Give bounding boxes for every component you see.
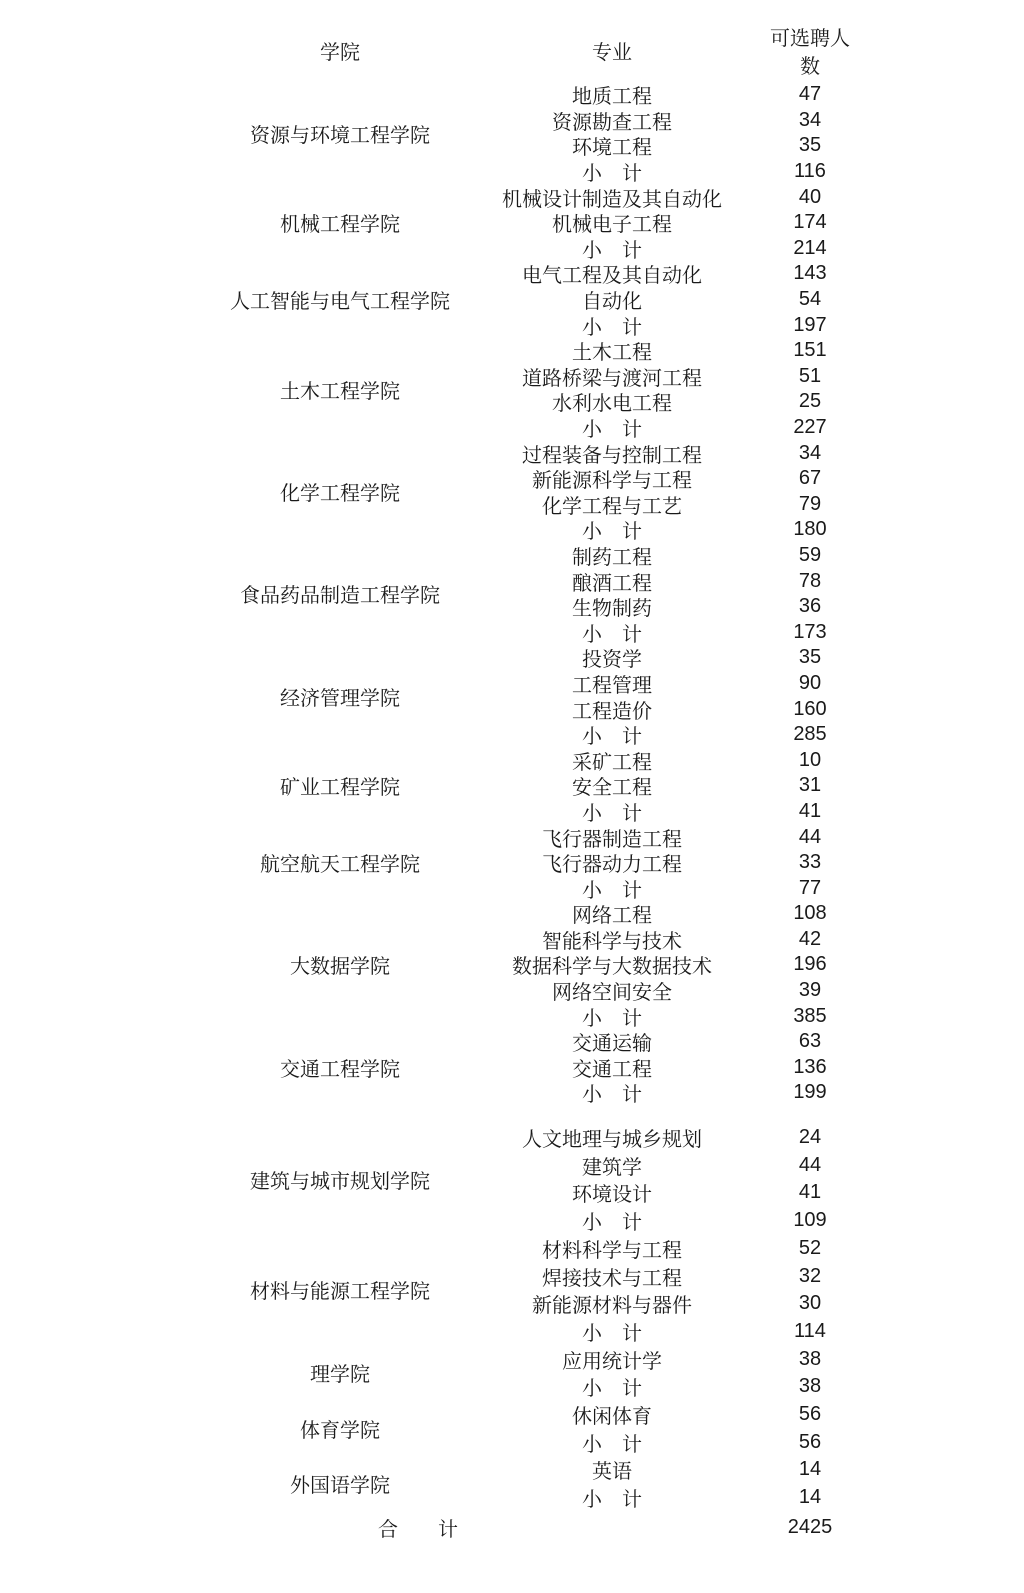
major-count: 108 xyxy=(793,902,827,925)
major-name: 飞行器制造工程 xyxy=(542,828,682,851)
major-count: 67 xyxy=(798,467,822,490)
major-count: 34 xyxy=(798,441,822,464)
major-name: 环境设计 xyxy=(572,1184,652,1207)
major-name: 过程装备与控制工程 xyxy=(522,444,702,467)
header-count: 可选聘人数 xyxy=(770,28,850,78)
total-value: 2425 xyxy=(787,1515,833,1538)
college-group xyxy=(0,1124,1024,1235)
subtotal-label: 小 计 xyxy=(582,802,642,825)
major-rows xyxy=(477,1235,856,1346)
major-count: 63 xyxy=(798,1030,822,1053)
subtotal-label: 小 计 xyxy=(582,1212,642,1235)
major-name: 水利水电工程 xyxy=(552,393,672,416)
subtotal-label: 小 计 xyxy=(582,521,642,544)
major-name: 交通工程 xyxy=(572,1058,652,1081)
subtotal-label: 小 计 xyxy=(582,726,642,749)
major-row xyxy=(477,671,856,697)
subtotal-row xyxy=(477,875,856,901)
major-name: 飞行器动力工程 xyxy=(542,854,682,877)
major-count: 36 xyxy=(798,595,822,618)
subtotal-label: 小 计 xyxy=(582,1084,642,1107)
major-name: 建筑学 xyxy=(582,1156,642,1179)
major-count: 24 xyxy=(798,1126,822,1149)
major-row xyxy=(477,210,856,236)
college-group xyxy=(0,824,1024,901)
subtotal-row xyxy=(477,415,856,441)
college-group xyxy=(0,543,1024,645)
college-name: 经济管理学院 xyxy=(280,687,400,710)
major-rows xyxy=(477,645,856,747)
major-name: 工程造价 xyxy=(572,700,652,723)
college-group xyxy=(0,184,1024,261)
major-name: 新能源科学与工程 xyxy=(532,470,692,493)
subtotal-row xyxy=(477,619,856,645)
college-group xyxy=(0,1029,1024,1106)
subtotal-label: 小 计 xyxy=(582,1378,642,1401)
major-name: 材料科学与工程 xyxy=(542,1239,682,1262)
major-name: 网络空间安全 xyxy=(552,982,672,1005)
college-group xyxy=(0,747,1024,824)
major-row xyxy=(477,645,856,671)
major-rows xyxy=(477,901,856,1029)
major-rows xyxy=(477,1029,856,1106)
college-name: 矿业工程学院 xyxy=(280,777,400,800)
major-rows xyxy=(477,1345,856,1400)
major-row xyxy=(477,1124,856,1152)
college-group xyxy=(0,338,1024,440)
major-name: 机械设计制造及其自动化 xyxy=(502,188,722,211)
subtotal-count: 56 xyxy=(798,1430,822,1453)
major-rows xyxy=(477,184,856,261)
subtotal-label: 小 计 xyxy=(582,1433,642,1456)
college-name: 材料与能源工程学院 xyxy=(250,1281,430,1304)
subtotal-row xyxy=(477,517,856,543)
major-row xyxy=(477,440,856,466)
major-name: 工程管理 xyxy=(572,674,652,697)
major-row xyxy=(477,1456,856,1484)
college-name: 化学工程学院 xyxy=(280,483,400,505)
major-count: 42 xyxy=(798,927,822,950)
major-row xyxy=(477,1055,856,1081)
major-row xyxy=(477,1345,856,1373)
major-count: 41 xyxy=(798,1181,822,1204)
major-row xyxy=(477,466,856,492)
subtotal-row xyxy=(477,1428,856,1456)
major-count: 44 xyxy=(798,1153,822,1176)
major-count: 35 xyxy=(798,134,822,157)
subtotal-count: 285 xyxy=(793,723,827,746)
major-rows xyxy=(477,82,856,184)
header-college: 学院 xyxy=(320,42,360,64)
college-group xyxy=(0,1235,1024,1346)
college-group xyxy=(0,901,1024,1029)
major-row xyxy=(477,978,856,1004)
major-row xyxy=(477,1029,856,1055)
subtotal-count: 385 xyxy=(793,1004,827,1027)
college-group xyxy=(0,1456,1024,1511)
subtotal-row xyxy=(477,159,856,185)
major-count: 79 xyxy=(798,492,822,515)
major-rows xyxy=(477,338,856,440)
major-row xyxy=(477,261,856,287)
major-row xyxy=(477,1290,856,1318)
major-rows xyxy=(477,1401,856,1456)
major-name: 制药工程 xyxy=(572,546,652,569)
major-count: 35 xyxy=(798,646,822,669)
major-row xyxy=(477,184,856,210)
major-rows xyxy=(477,440,856,542)
major-count: 47 xyxy=(798,83,822,106)
major-name: 机械电子工程 xyxy=(552,214,672,237)
subtotal-row xyxy=(477,722,856,748)
major-count: 54 xyxy=(798,288,822,311)
college-group xyxy=(0,645,1024,747)
college-group xyxy=(0,440,1024,542)
major-count: 39 xyxy=(798,979,822,1002)
major-row xyxy=(477,901,856,927)
major-name: 休闲体育 xyxy=(572,1405,652,1428)
college-name: 体育学院 xyxy=(300,1419,380,1442)
major-row xyxy=(477,1235,856,1263)
major-row xyxy=(477,338,856,364)
subtotal-label: 小 计 xyxy=(582,316,642,339)
major-count: 56 xyxy=(798,1402,822,1425)
major-count: 160 xyxy=(793,697,827,720)
major-name: 英语 xyxy=(592,1461,632,1484)
major-count: 10 xyxy=(798,748,822,771)
major-rows xyxy=(477,1456,856,1511)
major-row xyxy=(477,594,856,620)
subtotal-label: 小 计 xyxy=(582,623,642,646)
college-name: 交通工程学院 xyxy=(280,1058,400,1081)
subtotal-row xyxy=(477,799,856,825)
major-row xyxy=(477,82,856,108)
major-name: 应用统计学 xyxy=(562,1350,662,1373)
college-name: 人工智能与电气工程学院 xyxy=(230,291,450,314)
subtotal-count: 41 xyxy=(798,799,822,822)
subtotal-row xyxy=(477,1207,856,1235)
major-count: 143 xyxy=(793,262,827,285)
major-rows xyxy=(477,824,856,901)
subtotal-row xyxy=(477,1003,856,1029)
college-group xyxy=(0,1345,1024,1400)
table-section xyxy=(0,1124,1024,1512)
table-body xyxy=(0,82,1024,1511)
major-count: 151 xyxy=(793,339,827,362)
major-count: 136 xyxy=(793,1055,827,1078)
major-rows xyxy=(477,261,856,338)
major-name: 酿酒工程 xyxy=(572,572,652,595)
major-name: 安全工程 xyxy=(572,777,652,800)
major-count: 40 xyxy=(798,185,822,208)
major-row xyxy=(477,108,856,134)
college-name: 理学院 xyxy=(310,1364,370,1387)
major-name: 地质工程 xyxy=(572,86,652,109)
major-name: 采矿工程 xyxy=(572,751,652,774)
subtotal-count: 38 xyxy=(798,1375,822,1398)
subtotal-count: 173 xyxy=(793,620,827,643)
major-name: 投资学 xyxy=(582,649,642,672)
subtotal-count: 116 xyxy=(794,160,826,183)
major-row xyxy=(477,1179,856,1207)
major-rows xyxy=(477,543,856,645)
subtotal-count: 197 xyxy=(793,313,827,336)
major-row xyxy=(477,1151,856,1179)
subtotal-label: 小 计 xyxy=(582,1007,642,1030)
major-name: 电气工程及其自动化 xyxy=(522,265,702,288)
major-count: 59 xyxy=(798,543,822,566)
major-row xyxy=(477,133,856,159)
major-count: 51 xyxy=(798,364,822,387)
table-section xyxy=(0,82,1024,1106)
subtotal-label: 小 计 xyxy=(582,239,642,262)
major-row xyxy=(477,568,856,594)
subtotal-label: 小 计 xyxy=(582,1322,642,1345)
major-row xyxy=(477,492,856,518)
major-name: 新能源材料与器件 xyxy=(532,1295,692,1318)
major-rows xyxy=(477,1124,856,1235)
major-name: 网络工程 xyxy=(572,905,652,928)
major-count: 31 xyxy=(798,774,822,797)
major-row xyxy=(477,824,856,850)
total-row xyxy=(0,1513,1024,1541)
college-name: 食品药品制造工程学院 xyxy=(240,585,440,608)
subtotal-row xyxy=(477,312,856,338)
subtotal-count: 180 xyxy=(793,518,827,541)
major-row xyxy=(477,952,856,978)
major-count: 33 xyxy=(798,851,822,874)
major-name: 生物制药 xyxy=(572,598,652,621)
table-header-row xyxy=(0,24,1024,82)
major-count: 174 xyxy=(793,211,827,234)
major-count: 90 xyxy=(798,671,822,694)
college-group xyxy=(0,82,1024,184)
college-name: 资源与环境工程学院 xyxy=(250,124,430,147)
subtotal-count: 227 xyxy=(793,416,827,439)
major-name: 道路桥梁与渡河工程 xyxy=(522,367,702,390)
college-group xyxy=(0,1401,1024,1456)
major-count: 34 xyxy=(798,108,822,131)
major-count: 52 xyxy=(798,1236,822,1259)
major-row xyxy=(477,389,856,415)
major-count: 25 xyxy=(798,390,822,413)
subtotal-row xyxy=(477,1080,856,1106)
major-row xyxy=(477,364,856,390)
header-major: 专业 xyxy=(592,42,632,64)
major-name: 自动化 xyxy=(582,291,642,314)
major-name: 资源勘查工程 xyxy=(552,111,672,134)
major-row xyxy=(477,287,856,313)
college-name: 航空航天工程学院 xyxy=(260,854,420,877)
college-name: 建筑与城市规划学院 xyxy=(250,1170,430,1193)
subtotal-row xyxy=(477,236,856,262)
major-name: 环境工程 xyxy=(572,137,652,160)
major-rows xyxy=(477,747,856,824)
subtotal-count: 114 xyxy=(794,1319,826,1342)
major-name: 化学工程与工艺 xyxy=(542,495,682,518)
major-count: 78 xyxy=(798,569,822,592)
subtotal-count: 14 xyxy=(798,1486,822,1509)
major-count: 38 xyxy=(798,1347,822,1370)
subtotal-count: 199 xyxy=(793,1081,827,1104)
major-name: 交通运输 xyxy=(572,1033,652,1056)
major-row xyxy=(477,850,856,876)
subtotal-row xyxy=(477,1318,856,1346)
major-count: 44 xyxy=(798,825,822,848)
major-row xyxy=(477,1401,856,1429)
subtotal-row xyxy=(477,1484,856,1512)
subtotal-count: 109 xyxy=(793,1209,827,1232)
major-name: 人文地理与城乡规划 xyxy=(522,1129,702,1152)
major-name: 焊接技术与工程 xyxy=(542,1267,682,1290)
subtotal-label: 小 计 xyxy=(582,879,642,902)
subtotal-row xyxy=(477,1373,856,1401)
major-row xyxy=(477,696,856,722)
major-row xyxy=(477,1262,856,1290)
subtotal-count: 214 xyxy=(793,236,827,259)
major-row xyxy=(477,927,856,953)
major-row xyxy=(477,773,856,799)
major-count: 14 xyxy=(798,1458,822,1481)
college-name: 机械工程学院 xyxy=(280,214,400,237)
college-group xyxy=(0,261,1024,338)
major-row xyxy=(477,747,856,773)
subtotal-label: 小 计 xyxy=(582,1489,642,1512)
major-count: 30 xyxy=(798,1292,822,1315)
total-label: 合 计 xyxy=(378,1518,458,1541)
college-name: 土木工程学院 xyxy=(280,380,400,403)
subtotal-count: 77 xyxy=(798,876,822,899)
major-name: 土木工程 xyxy=(572,342,652,365)
subtotal-label: 小 计 xyxy=(582,163,642,186)
major-count: 196 xyxy=(793,953,827,976)
major-row xyxy=(477,543,856,569)
college-name: 大数据学院 xyxy=(290,956,390,979)
college-name: 外国语学院 xyxy=(290,1475,390,1498)
major-count: 32 xyxy=(798,1264,822,1287)
major-name: 数据科学与大数据技术 xyxy=(512,956,712,979)
major-name: 智能科学与技术 xyxy=(542,930,682,953)
subtotal-label: 小 计 xyxy=(582,419,642,442)
